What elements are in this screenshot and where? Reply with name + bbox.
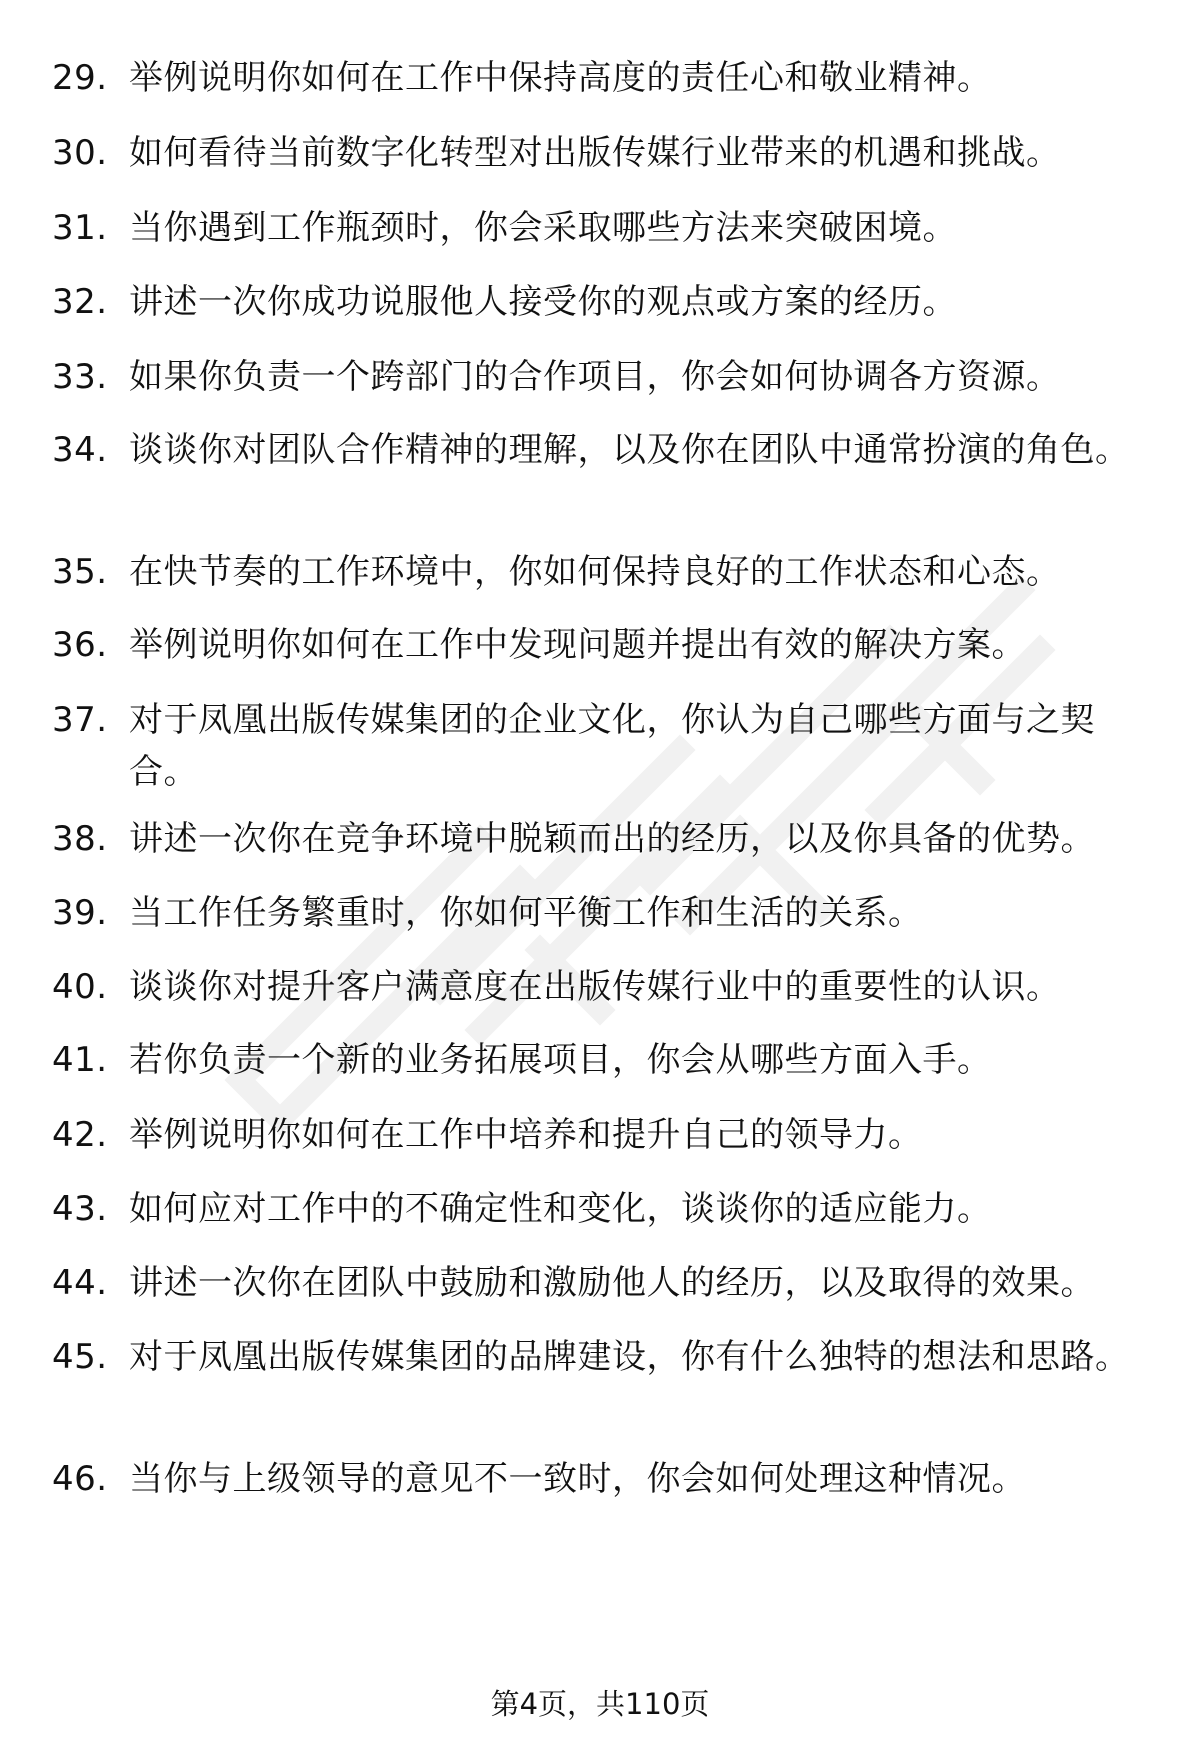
- question-text: 当你遇到工作瓶颈时，你会采取哪些方法来突破困境。: [129, 208, 957, 248]
- question-number: 43.: [52, 1189, 108, 1229]
- question-text: 举例说明你如何在工作中培养和提升自己的领导力。: [129, 1115, 923, 1155]
- question-text: 当工作任务繁重时，你如何平衡工作和生活的关系。: [129, 893, 923, 933]
- question-text: 当你与上级领导的意见不一致时，你会如何处理这种情况。: [129, 1459, 1026, 1499]
- question-text: 谈谈你对团队合作精神的理解，以及你在团队中通常扮演的角色。: [129, 430, 1130, 470]
- question-text: 如何应对工作中的不确定性和变化，谈谈你的适应能力。: [129, 1189, 992, 1229]
- question-text: 讲述一次你成功说服他人接受你的观点或方案的经历。: [129, 282, 957, 322]
- question-number: 40.: [52, 967, 108, 1007]
- page-indicator: 第4页，共110页: [490, 1687, 710, 1721]
- question-number: 45.: [52, 1337, 108, 1377]
- question-text: 对于凤凰出版传媒集团的企业文化，你认为自己哪些方面与之契合。: [129, 700, 1095, 792]
- question-number: 32.: [52, 282, 108, 322]
- question-number: 37.: [52, 700, 108, 740]
- question-text: 如果你负责一个跨部门的合作项目，你会如何协调各方资源。: [129, 357, 1061, 397]
- question-number: 29.: [52, 58, 108, 98]
- question-number: 31.: [52, 208, 108, 248]
- question-number: 39.: [52, 893, 108, 933]
- question-number: 38.: [52, 819, 108, 859]
- question-number: 30.: [52, 133, 108, 173]
- question-text: 谈谈你对提升客户满意度在出版传媒行业中的重要性的认识。: [129, 967, 1061, 1007]
- question-number: 33.: [52, 357, 108, 397]
- question-number: 35.: [52, 552, 108, 592]
- question-number: 44.: [52, 1263, 108, 1303]
- question-text: 举例说明你如何在工作中保持高度的责任心和敬业精神。: [129, 58, 992, 98]
- question-text: 在快节奏的工作环境中，你如何保持良好的工作状态和心态。: [129, 552, 1061, 592]
- question-text: 讲述一次你在竞争环境中脱颖而出的经历，以及你具备的优势。: [129, 819, 1095, 859]
- question-number: 41.: [52, 1040, 108, 1080]
- question-number: 42.: [52, 1115, 108, 1155]
- question-number: 34.: [52, 430, 108, 470]
- question-number: 46.: [52, 1459, 108, 1499]
- question-text: 讲述一次你在团队中鼓励和激励他人的经历，以及取得的效果。: [129, 1263, 1095, 1303]
- question-text: 若你负责一个新的业务拓展项目，你会从哪些方面入手。: [129, 1040, 992, 1080]
- question-number: 36.: [52, 625, 108, 665]
- question-text: 对于凤凰出版传媒集团的品牌建设，你有什么独特的想法和思路。: [129, 1337, 1130, 1377]
- question-text: 举例说明你如何在工作中发现问题并提出有效的解决方案。: [129, 625, 1026, 665]
- question-text: 如何看待当前数字化转型对出版传媒行业带来的机遇和挑战。: [129, 133, 1061, 173]
